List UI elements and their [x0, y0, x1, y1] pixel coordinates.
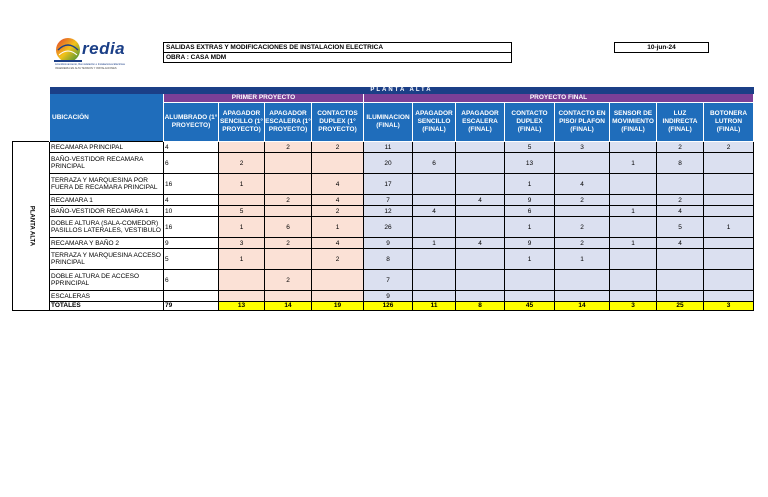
value-cell [312, 270, 364, 291]
value-cell [312, 153, 364, 174]
value-cell: 1 [413, 238, 456, 249]
value-cell: 2 [555, 195, 610, 206]
value-cell: 2 [265, 195, 312, 206]
value-cell [456, 217, 505, 238]
value-cell [413, 217, 456, 238]
installation-table [12, 87, 754, 311]
value-cell [312, 291, 364, 302]
value-cell: 4 [456, 238, 505, 249]
value-cell: 8 [657, 153, 704, 174]
value-cell: 8 [364, 249, 413, 270]
logo-tagline: Acondicionamiento, Remodelación e Instalaciones Eléctricas [55, 63, 125, 66]
value-cell [265, 153, 312, 174]
planta-title-row [13, 87, 754, 94]
value-cell: 5 [219, 206, 265, 217]
location-cell: RECAMARA 1 [50, 195, 164, 206]
value-cell: 16 [164, 217, 219, 238]
value-cell: 4 [657, 206, 704, 217]
value-cell [505, 291, 555, 302]
location-cell: RECAMARA PRINCIPAL [50, 142, 164, 153]
value-cell: 2 [265, 238, 312, 249]
total-cell: 14 [555, 302, 610, 311]
value-cell [610, 270, 657, 291]
value-cell [413, 195, 456, 206]
table-row [13, 270, 754, 291]
side-label: PLANTA ALTA [28, 205, 35, 247]
value-cell [413, 142, 456, 153]
value-cell: 4 [555, 174, 610, 195]
value-cell [657, 270, 704, 291]
location-cell: TERRAZA Y MARQUESINA ACCESO PRINCIPAL [50, 249, 164, 270]
value-cell [704, 249, 754, 270]
side-label-cell [13, 142, 50, 311]
total-cell: 11 [413, 302, 456, 311]
value-cell: 6 [413, 153, 456, 174]
value-cell: 5 [657, 217, 704, 238]
value-cell: 2 [555, 238, 610, 249]
value-cell: 2 [657, 195, 704, 206]
value-cell [555, 291, 610, 302]
value-cell: 2 [265, 142, 312, 153]
col-header: SENSOR DE MOVIMIENTO (FINAL) [610, 103, 657, 142]
col-header: APAGADOR SENCILLO (FINAL) [413, 103, 456, 142]
value-cell: 12 [364, 206, 413, 217]
value-cell [265, 291, 312, 302]
value-cell [456, 206, 505, 217]
value-cell: 5 [505, 142, 555, 153]
total-cell: 8 [456, 302, 505, 311]
total-cell: 14 [265, 302, 312, 311]
value-cell [265, 249, 312, 270]
value-cell [219, 142, 265, 153]
value-cell: 2 [312, 142, 364, 153]
value-cell [555, 153, 610, 174]
value-cell: 1 [505, 174, 555, 195]
value-cell: 4 [312, 174, 364, 195]
value-cell [413, 291, 456, 302]
value-cell [704, 291, 754, 302]
col-header: CONTACTO EN PISO/ PLAFON (FINAL) [555, 103, 610, 142]
value-cell: 20 [364, 153, 413, 174]
value-cell: 2 [555, 217, 610, 238]
value-cell [610, 249, 657, 270]
value-cell [657, 174, 704, 195]
header-date: 10-jun-24 [614, 42, 709, 53]
value-cell [219, 195, 265, 206]
value-cell: 2 [312, 206, 364, 217]
value-cell: 1 [312, 217, 364, 238]
value-cell [610, 174, 657, 195]
value-cell: 2 [265, 270, 312, 291]
planta-title: PLANTA ALTA [50, 87, 754, 94]
total-cell: 3 [610, 302, 657, 311]
value-cell: 7 [364, 270, 413, 291]
total-cell: 126 [364, 302, 413, 311]
value-cell [704, 206, 754, 217]
value-cell: 1 [610, 153, 657, 174]
value-cell: 17 [364, 174, 413, 195]
value-cell [456, 153, 505, 174]
col-header: CONTACTOS DUPLEX (1° PROYECTO) [312, 103, 364, 142]
value-cell: 3 [219, 238, 265, 249]
location-cell: BAÑO-VESTIDOR RECAMARA 1 [50, 206, 164, 217]
value-cell: 7 [364, 195, 413, 206]
value-cell [456, 291, 505, 302]
group-proyecto-final: PROYECTO FINAL [364, 94, 754, 103]
col-header: CONTACTO DUPLEX (FINAL) [505, 103, 555, 142]
col-header: APAGADOR SENCILLO (1° PROYECTO) [219, 103, 265, 142]
value-cell [610, 195, 657, 206]
col-header: LUZ INDIRECTA (FINAL) [657, 103, 704, 142]
value-cell [704, 270, 754, 291]
value-cell: 4 [164, 195, 219, 206]
value-cell: 9 [505, 238, 555, 249]
value-cell [505, 270, 555, 291]
total-cell: 79 [164, 302, 219, 311]
value-cell [704, 174, 754, 195]
value-cell [456, 270, 505, 291]
location-cell: BAÑO-VESTIDOR RECAMARA PRINCIPAL [50, 153, 164, 174]
col-header: APAGADOR ESCALERA (FINAL) [456, 103, 505, 142]
ubicacion-header: UBICACIÓN [50, 94, 164, 142]
value-cell [657, 291, 704, 302]
value-cell: 3 [555, 142, 610, 153]
value-cell: 16 [164, 174, 219, 195]
table-row [13, 195, 754, 206]
value-cell: 2 [312, 249, 364, 270]
logo-brand: redia [82, 39, 126, 58]
value-cell: 4 [456, 195, 505, 206]
spacer-cell [13, 94, 50, 142]
value-cell: 2 [657, 142, 704, 153]
header-title: SALIDAS EXTRAS Y MODIFICACIONES DE INSTALACION ELECTRICA [166, 44, 384, 51]
value-cell: 6 [164, 153, 219, 174]
value-cell: 1 [219, 217, 265, 238]
value-cell: 1 [555, 249, 610, 270]
value-cell [456, 142, 505, 153]
value-cell: 4 [657, 238, 704, 249]
document-header [163, 42, 512, 63]
table-row [13, 142, 754, 153]
total-cell: 19 [312, 302, 364, 311]
col-header: APAGADOR ESCALERA (1° PROYECTO) [265, 103, 312, 142]
value-cell: 1 [704, 217, 754, 238]
col-header: BOTONERA LUTRON (FINAL) [704, 103, 754, 142]
value-cell [704, 153, 754, 174]
value-cell [704, 238, 754, 249]
table-row [13, 291, 754, 302]
total-cell: 45 [505, 302, 555, 311]
value-cell: 9 [505, 195, 555, 206]
value-cell: 6 [164, 270, 219, 291]
value-cell [555, 270, 610, 291]
value-cell [219, 270, 265, 291]
total-cell: 25 [657, 302, 704, 311]
value-cell [164, 291, 219, 302]
col-header: ILUMINACION (FINAL) [364, 103, 413, 142]
group-header-row [13, 94, 754, 103]
value-cell [555, 206, 610, 217]
value-cell: 6 [505, 206, 555, 217]
table-body [13, 142, 754, 311]
location-cell: ESCALERAS [50, 291, 164, 302]
value-cell [657, 249, 704, 270]
location-cell: DOBLE ALTURA DE ACCESO PPRINCIPAL [50, 270, 164, 291]
total-cell: 3 [704, 302, 754, 311]
spacer-cell [13, 87, 50, 94]
header-obra: OBRA : CASA MDM [164, 52, 511, 62]
value-cell [610, 217, 657, 238]
group-primer-proyecto: PRIMER PROYECTO [164, 94, 364, 103]
value-cell: 13 [505, 153, 555, 174]
totals-label: TOTALES [50, 302, 164, 311]
value-cell: 1 [505, 249, 555, 270]
value-cell: 9 [364, 291, 413, 302]
value-cell [265, 174, 312, 195]
value-cell [456, 174, 505, 195]
location-cell: TERRAZA Y MARQUESINA POR FUERA DE RECAMARA PRINCIPAL [50, 174, 164, 195]
table-row [13, 174, 754, 195]
value-cell [219, 291, 265, 302]
value-cell [610, 291, 657, 302]
value-cell: 1 [505, 217, 555, 238]
col-header: ALUMBRADO (1° PROYECTO) [164, 103, 219, 142]
table-row [13, 206, 754, 217]
table-row [13, 249, 754, 270]
value-cell: 6 [265, 217, 312, 238]
value-cell: 11 [364, 142, 413, 153]
value-cell: 5 [164, 249, 219, 270]
table-row [13, 238, 754, 249]
value-cell [265, 206, 312, 217]
location-cell: DOBLE ALTURA (SALA-COMEDOR) PASILLOS LATERALES, VESTIBULO [50, 217, 164, 238]
value-cell: 4 [164, 142, 219, 153]
value-cell [413, 174, 456, 195]
value-cell: 2 [704, 142, 754, 153]
value-cell [413, 249, 456, 270]
redia-logo [52, 35, 147, 81]
totals-row [13, 302, 754, 311]
value-cell: 1 [610, 238, 657, 249]
value-cell: 9 [164, 238, 219, 249]
logo-tagline-2: INGENIERIA EN ALTA TENSION Y INSTALACIONES [55, 67, 117, 70]
value-cell [704, 195, 754, 206]
value-cell: 26 [364, 217, 413, 238]
value-cell [413, 270, 456, 291]
value-cell: 4 [413, 206, 456, 217]
value-cell [610, 142, 657, 153]
total-cell: 13 [219, 302, 265, 311]
value-cell: 1 [610, 206, 657, 217]
table-row [13, 217, 754, 238]
value-cell: 4 [312, 238, 364, 249]
value-cell: 10 [164, 206, 219, 217]
value-cell: 1 [219, 249, 265, 270]
value-cell: 2 [219, 153, 265, 174]
value-cell: 1 [219, 174, 265, 195]
table-row [13, 153, 754, 174]
value-cell: 9 [364, 238, 413, 249]
value-cell: 4 [312, 195, 364, 206]
location-cell: RECAMARA Y BAÑO 2 [50, 238, 164, 249]
value-cell [456, 249, 505, 270]
